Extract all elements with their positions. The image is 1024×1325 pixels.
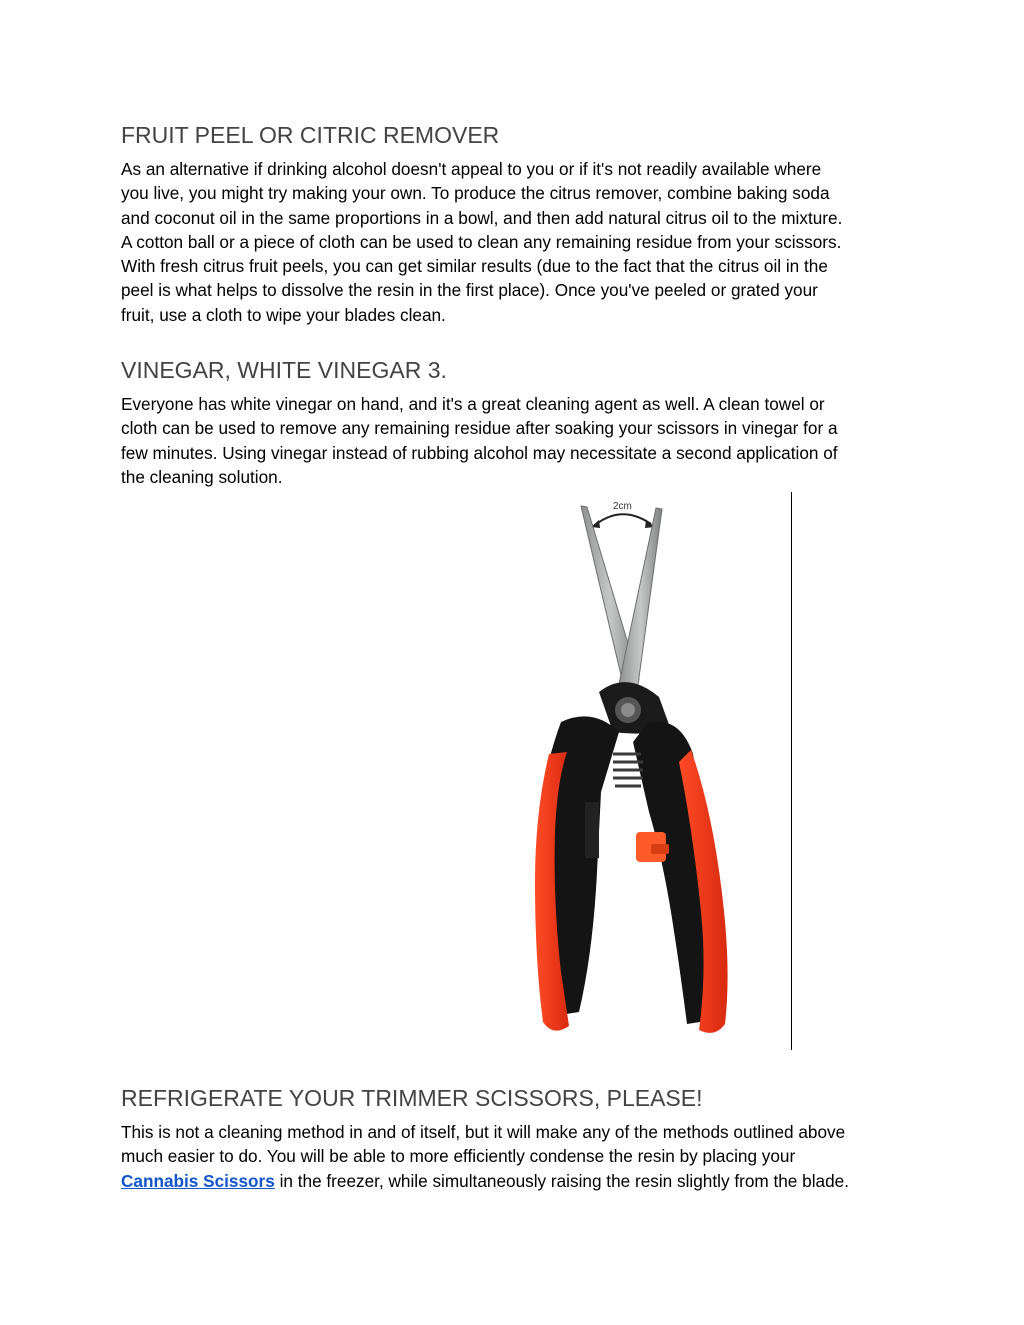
text-line: Everyone has white vinegar on hand, and it's a great cleaning agent as well. A clean towel or: [121, 394, 825, 414]
text-line: peel is what helps to dissolve the resin in the first place). Once you've peeled or grated your: [121, 280, 818, 301]
heading-refrigerate: REFRIGERATE YOUR TRIMMER SCISSORS, PLEASE!: [121, 1085, 703, 1111]
paragraph-vinegar: [121, 392, 911, 489]
scissors-illustration: [501, 492, 821, 1052]
right-blade: [619, 508, 662, 692]
document-page: [121, 0, 911, 1325]
text-line: [121, 1169, 911, 1193]
paragraph-refrigerate: [121, 1120, 911, 1193]
text-line: few minutes. Using vinegar instead of rubbing alcohol may necessitate a second application of: [121, 442, 838, 463]
text-line: fruit, use a cloth to wipe your blades clean.: [121, 304, 446, 325]
heading-fruit-peel: FRUIT PEEL OR CITRIC REMOVER: [121, 122, 500, 148]
text-line-rest: in the freezer, while simultaneously raising the resin slightly from the blade.: [274, 1170, 849, 1191]
scissors-image: [501, 492, 821, 1052]
image-border-line: [791, 492, 792, 1050]
text-line: This is not a cleaning method in and of itself, but it will make any of the methods outlined above: [121, 1122, 846, 1142]
text-line: you live, you might try making your own. To produce the citrus remover, combine baking soda: [121, 183, 830, 204]
cannabis-scissors-link[interactable]: Cannabis Scissors: [121, 1170, 275, 1191]
text-line: the cleaning solution.: [121, 466, 283, 487]
measure-label: 2cm: [613, 501, 632, 512]
text-line: and coconut oil in the same proportions in a bowl, and then add natural citrus oil to the mixture.: [121, 207, 843, 228]
heading-vinegar: VINEGAR, WHITE VINEGAR 3.: [121, 357, 447, 383]
text-line: As an alternative if drinking alcohol doesn't appeal to you or if it's not readily available where: [121, 159, 822, 179]
text-line: With fresh citrus fruit peels, you can get similar results (due to the fact that the citrus oil in the: [121, 256, 828, 277]
measure-arc: [595, 514, 651, 525]
text-line: cloth can be used to remove any remaining residue after soaking your scissors in vinegar for a: [121, 418, 838, 439]
paragraph-fruit-peel: [121, 157, 911, 327]
text-line: A cotton ball or a piece of cloth can be used to clean any remaining residue from your scissors.: [121, 231, 842, 252]
lock-clip: [585, 802, 599, 858]
text-line: much easier to do. You will be able to more efficiently condense the resin by placing your: [121, 1146, 796, 1167]
